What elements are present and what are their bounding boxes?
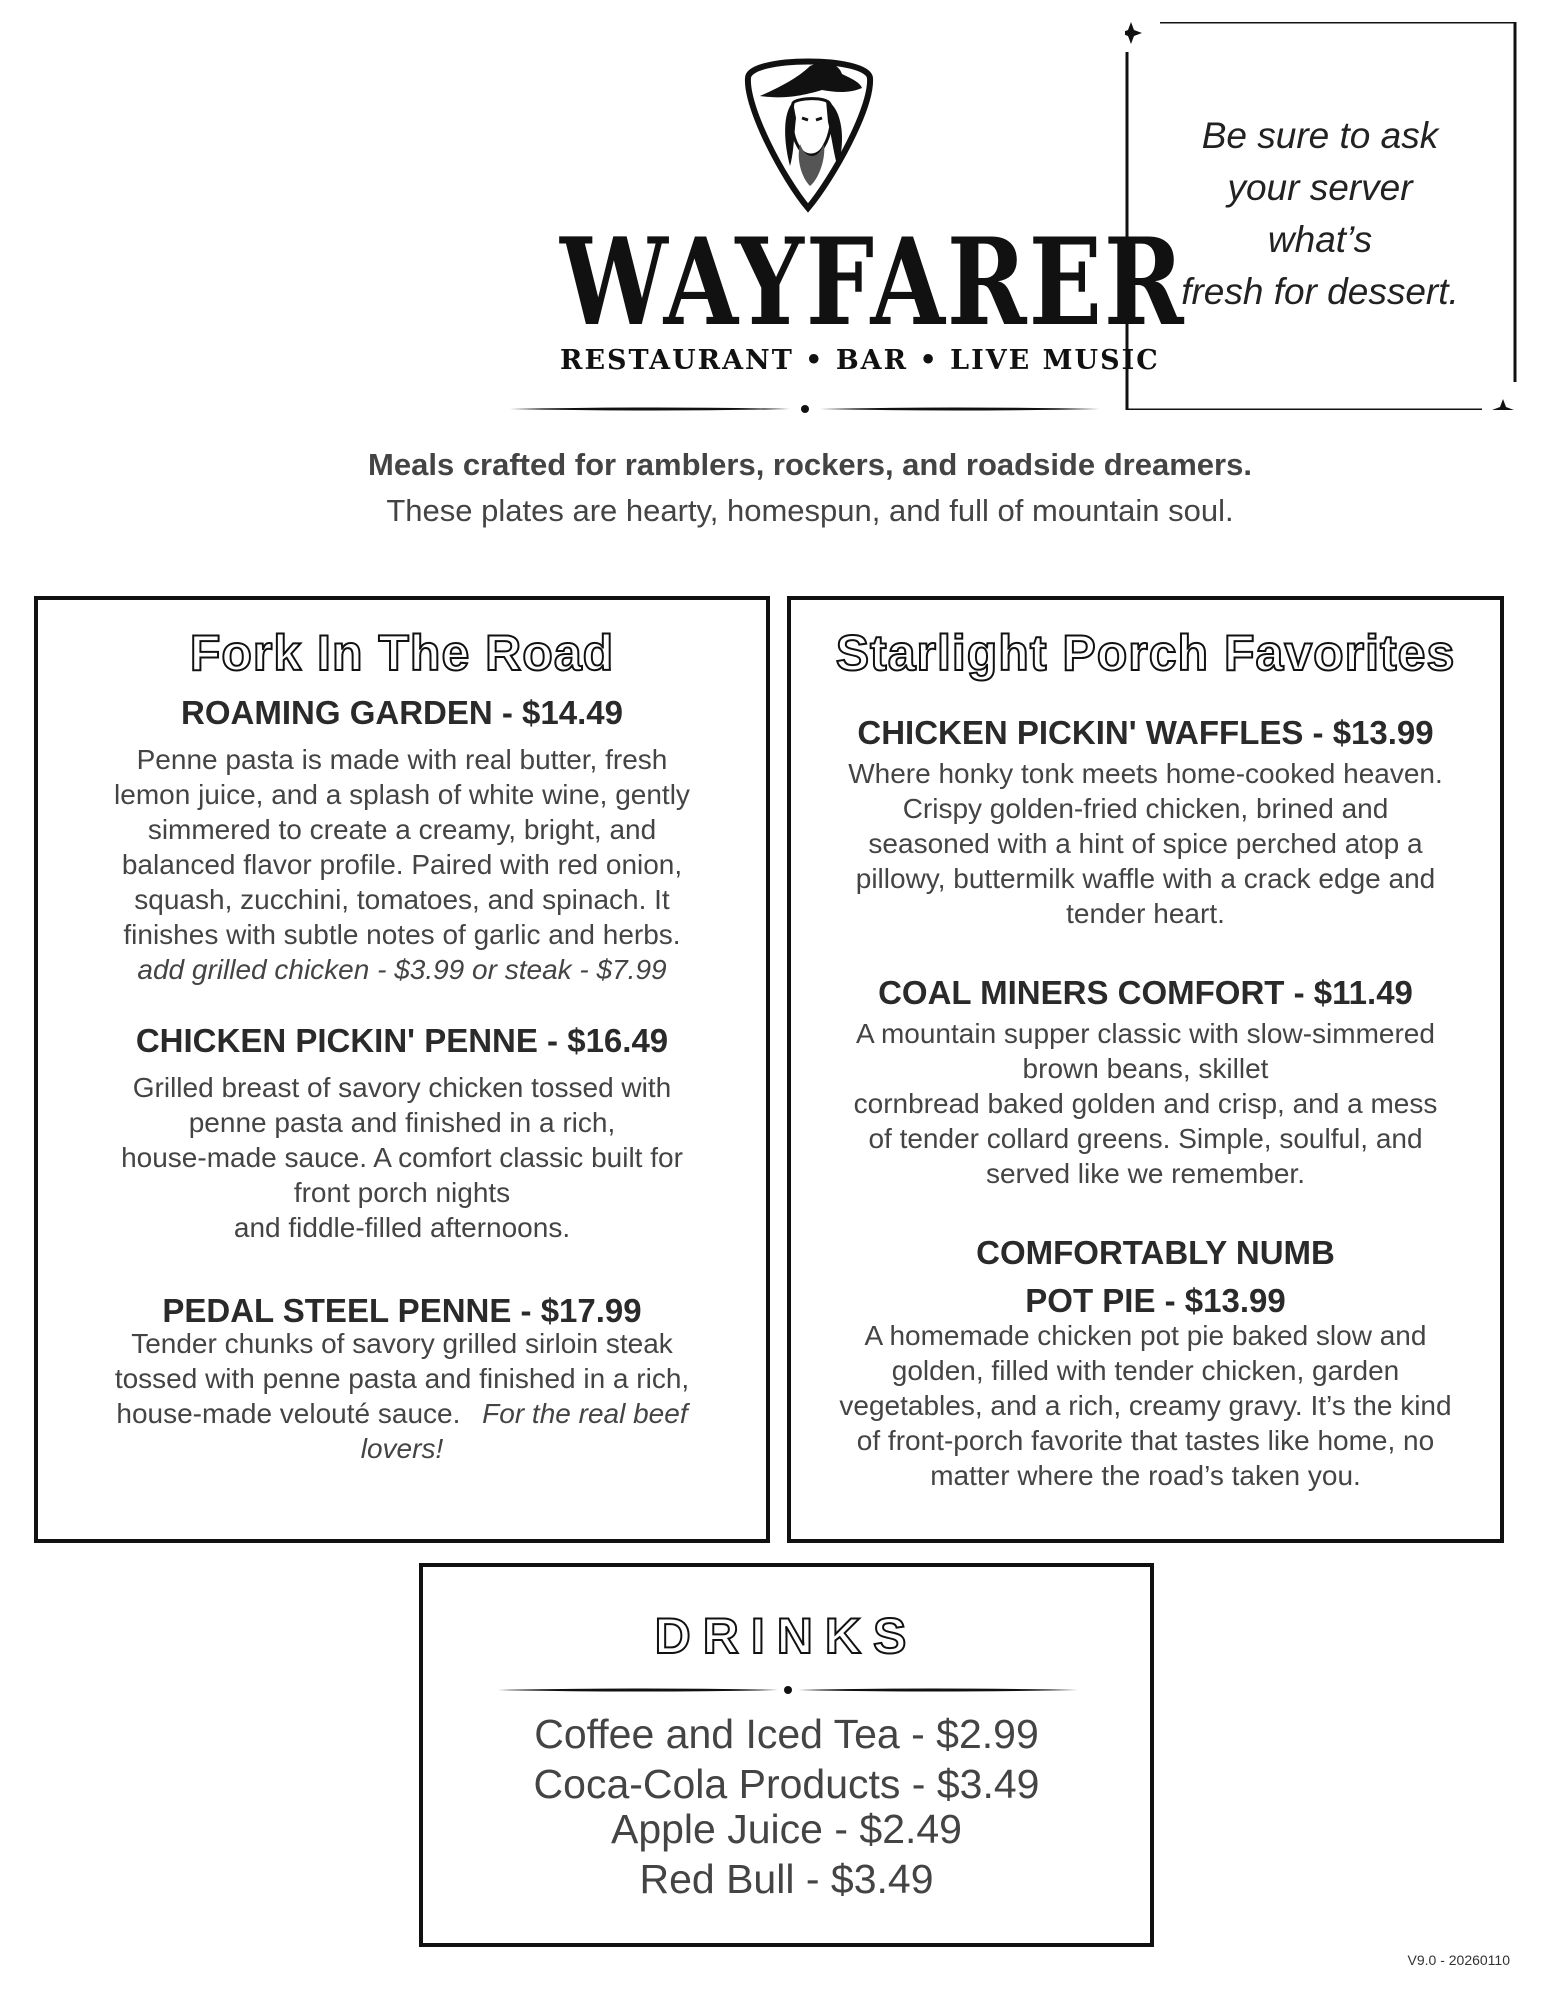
desc-line: of tender collard greens. Simple, soulful, and: [868, 1123, 1423, 1154]
drink-item: Coca-Cola Products - $3.49: [533, 1761, 1040, 1807]
intro-subline: These plates are hearty, homespun, and full of mountain soul.: [386, 493, 1234, 528]
desc-line: matter where the road’s taken you.: [930, 1460, 1361, 1491]
desc-line: seasoned with a hint of spice perched atop a: [868, 828, 1423, 859]
desc-line: Crispy golden-fried chicken, brined and: [902, 793, 1389, 824]
menu-item-name: COAL MINERS COMFORT - $11.49: [878, 974, 1413, 1011]
desc-line: served like we remember.: [985, 1158, 1305, 1189]
desc-line: front porch nights: [293, 1177, 511, 1208]
menu-item-note: For the real beef: [482, 1398, 688, 1429]
dessert-note-line: Be sure to ask: [1201, 115, 1439, 156]
desc-line: penne pasta and finished in a rich,: [188, 1107, 616, 1138]
dessert-note-text: [1155, 110, 1485, 318]
dessert-note-line: your server: [1227, 167, 1413, 208]
desc-line: Where honky tonk meets home-cooked heaven.: [848, 758, 1443, 789]
fork-in-the-road-section: [34, 596, 770, 1543]
desc-text: house-made velouté sauce.: [116, 1398, 461, 1429]
dessert-note: [1125, 22, 1517, 410]
desc-line: Tender chunks of savory grilled sirloin steak: [131, 1328, 673, 1359]
logo-divider: [510, 402, 1100, 416]
desc-line: cornbread baked golden and crisp, and a mess: [853, 1088, 1438, 1119]
menu-item-note: lovers!: [360, 1433, 444, 1464]
desc-line: tossed with penne pasta and finished in a rich,: [114, 1363, 690, 1394]
version-label: V9.0 - 20260110: [1407, 1952, 1510, 1968]
desc-line: A mountain supper classic with slow-simmered: [856, 1018, 1435, 1049]
menu-item-name: ROAMING GARDEN - $14.49: [181, 694, 623, 731]
desc-line: brown beans, skillet: [1022, 1053, 1269, 1084]
menu-item-description: [791, 756, 1500, 931]
drinks-title: DRINKS: [654, 1608, 919, 1664]
drink-item: Apple Juice - $2.49: [610, 1806, 962, 1852]
desc-line: simmered to create a creamy, bright, and: [147, 814, 657, 845]
desc-line: house-made sauce. A comfort classic built for: [121, 1142, 683, 1173]
desc-line: A homemade chicken pot pie baked slow and: [864, 1320, 1427, 1351]
menu-item-name: CHICKEN PICKIN' PENNE - $16.49: [135, 1022, 669, 1059]
drinks-section: [419, 1563, 1154, 1947]
desc-line: vegetables, and a rich, creamy gravy. It’s the kind: [839, 1390, 1452, 1421]
menu-item-name: POT PIE - $13.99: [1025, 1282, 1286, 1319]
logo-wordmark: WAYFARER: [560, 211, 1186, 353]
menu-item-description: [791, 1318, 1500, 1493]
desc-line: squash, zucchini, tomatoes, and spinach. It: [134, 884, 670, 915]
desc-line: [48, 1396, 756, 1431]
drink-item: Coffee and Iced Tea - $2.99: [534, 1711, 1039, 1757]
intro-headline: Meals crafted for ramblers, rockers, and roadside dreamers.: [368, 447, 1252, 482]
section-title: Starlight Porch Favorites: [835, 625, 1456, 681]
drink-item: Red Bull - $3.49: [639, 1856, 934, 1902]
desc-line: Grilled breast of savory chicken tossed with: [132, 1072, 672, 1103]
desc-line: golden, filled with tender chicken, garden: [891, 1355, 1400, 1386]
menu-item-description: [48, 1070, 756, 1245]
section-title: Fork In The Road: [189, 625, 615, 681]
drinks-divider: [498, 1683, 1078, 1697]
desc-line: Penne pasta is made with real butter, fresh: [136, 744, 668, 775]
desc-line: tender heart.: [1066, 898, 1225, 929]
menu-item-description: [791, 1016, 1500, 1191]
menu-item-description: [48, 1326, 756, 1466]
logo-guitar-pick-portrait: [738, 48, 878, 213]
desc-line: and fiddle-filled afternoons.: [233, 1212, 571, 1243]
desc-line: pillowy, buttermilk waffle with a crack edge and: [855, 863, 1436, 894]
menu-item-addon: add grilled chicken - $3.99 or steak - $7.99: [137, 954, 667, 985]
starlight-porch-favorites-section: [787, 596, 1504, 1543]
menu-item-name: CHICKEN PICKIN' WAFFLES - $13.99: [857, 714, 1434, 751]
desc-line: balanced flavor profile. Paired with red onion,: [121, 849, 683, 880]
menu-item-name: COMFORTABLY NUMB: [976, 1234, 1335, 1271]
menu-item-name: PEDAL STEEL PENNE - $17.99: [162, 1292, 642, 1329]
logo-tagline: RESTAURANT • BAR • LIVE MUSIC: [560, 345, 1160, 376]
dessert-note-line: fresh for dessert.: [1181, 271, 1459, 312]
desc-line: of front-porch favorite that tastes like home, no: [856, 1425, 1435, 1456]
desc-line: lemon juice, and a splash of white wine, gently: [114, 779, 690, 810]
desc-line: finishes with subtle notes of garlic and herbs.: [123, 919, 681, 950]
menu-item-description: [48, 742, 756, 987]
dessert-note-line: what’s: [1267, 219, 1373, 260]
